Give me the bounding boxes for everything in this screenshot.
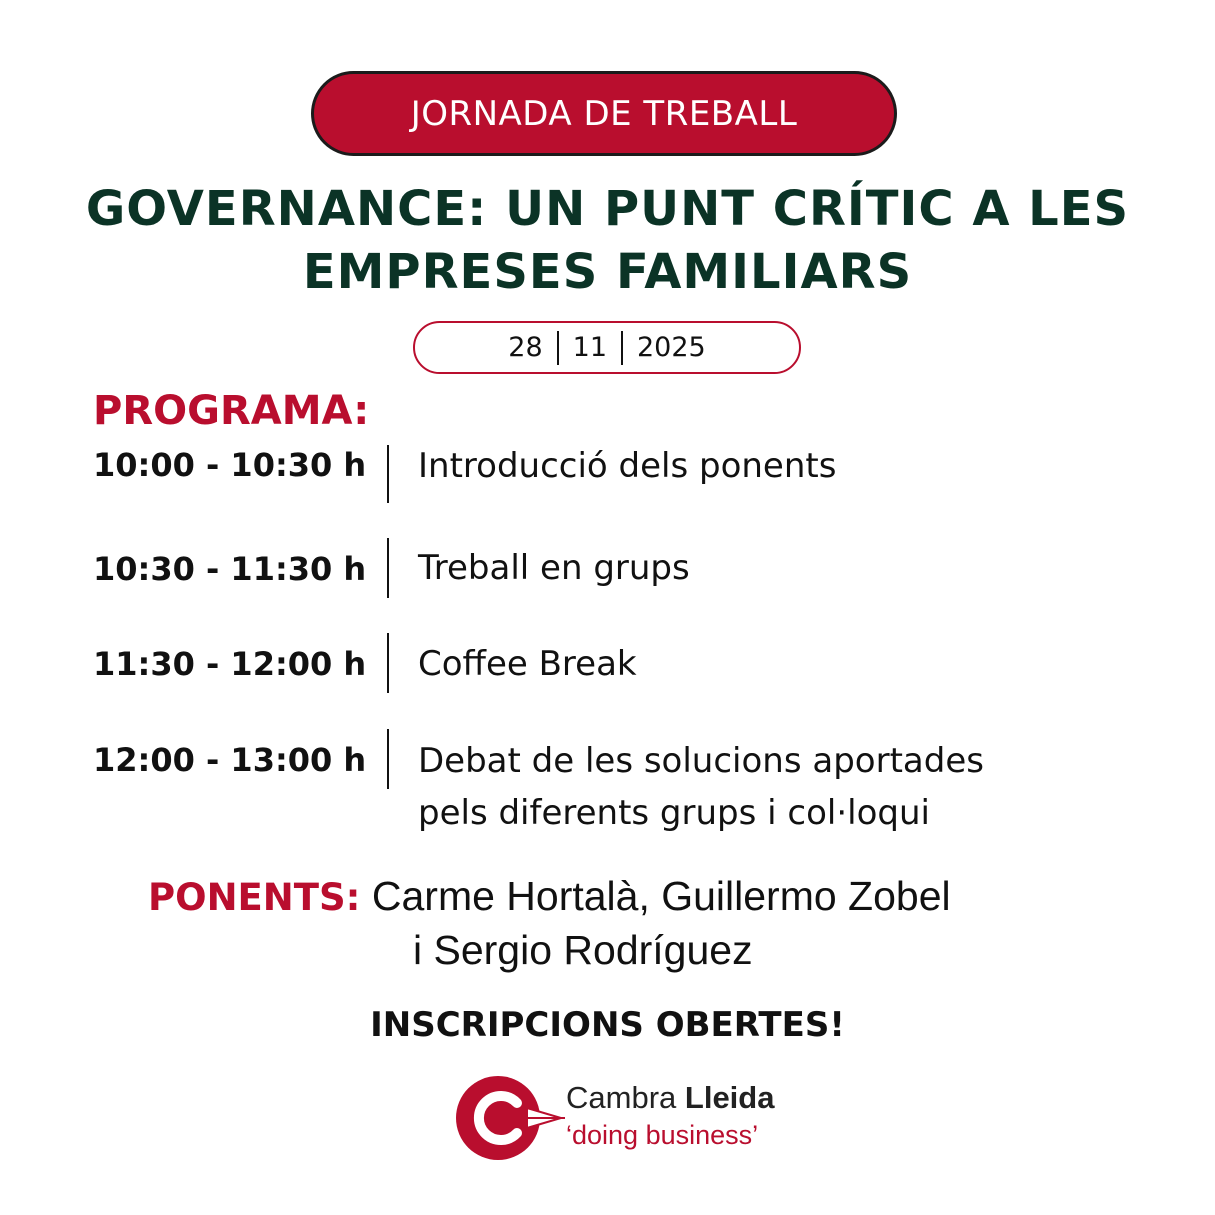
- logo-name-regular: Cambra: [566, 1080, 677, 1115]
- title-line-2: EMPRESES FAMILIARS: [302, 244, 913, 300]
- date-separator: [621, 331, 623, 365]
- program-item-desc: [418, 735, 1118, 839]
- program-divider: [387, 633, 389, 693]
- program-heading: PROGRAMA:: [93, 388, 370, 434]
- program-item-desc-line: Treball en grups: [418, 548, 690, 588]
- speakers-names-line-2: i Sergio Rodríguez: [413, 927, 753, 973]
- title-line-1: GOVERNANCE: UN PUNT CRÍTIC A LES: [85, 181, 1130, 237]
- speakers-names-line-1: Carme Hortalà, Guillermo Zobel: [371, 873, 951, 919]
- program-item-desc: [418, 440, 1118, 492]
- speakers-label: PONENTS:: [148, 876, 361, 919]
- program-item-time: 10:00 - 10:30 h: [93, 446, 367, 484]
- logo-name-bold: Lleida: [684, 1080, 775, 1115]
- program-item-time: 12:00 - 13:00 h: [93, 741, 367, 779]
- logo-tagline: ‘doing business’: [566, 1120, 759, 1150]
- program-item-time: 10:30 - 11:30 h: [93, 550, 367, 588]
- program-item-desc-line: pels diferents grups i col·loqui: [418, 793, 930, 833]
- logo-name: [566, 1080, 774, 1116]
- date-badge: [413, 321, 801, 374]
- program-item-desc-line: Debat de les solucions aportades: [418, 741, 984, 781]
- event-type-badge: [311, 71, 897, 156]
- date-year: 2025: [637, 332, 706, 363]
- program-divider: [387, 445, 389, 503]
- program-divider: [387, 729, 389, 789]
- date-separator: [557, 331, 559, 365]
- program-item-time: 11:30 - 12:00 h: [93, 645, 367, 683]
- program-item-desc-line: Introducció dels ponents: [418, 446, 837, 486]
- program-item-desc-line: Coffee Break: [418, 644, 637, 684]
- registration-cta: INSCRIPCIONS OBERTES!: [370, 1005, 845, 1045]
- program-divider: [387, 538, 389, 598]
- program-item-desc: [418, 638, 1118, 690]
- page-title: [40, 178, 1175, 304]
- date-month: 11: [572, 332, 607, 363]
- date-day: 28: [508, 332, 543, 363]
- speakers-block: [148, 870, 1108, 977]
- event-type-label: JORNADA DE TREBALL: [410, 93, 798, 134]
- program-item-desc: [418, 542, 1118, 594]
